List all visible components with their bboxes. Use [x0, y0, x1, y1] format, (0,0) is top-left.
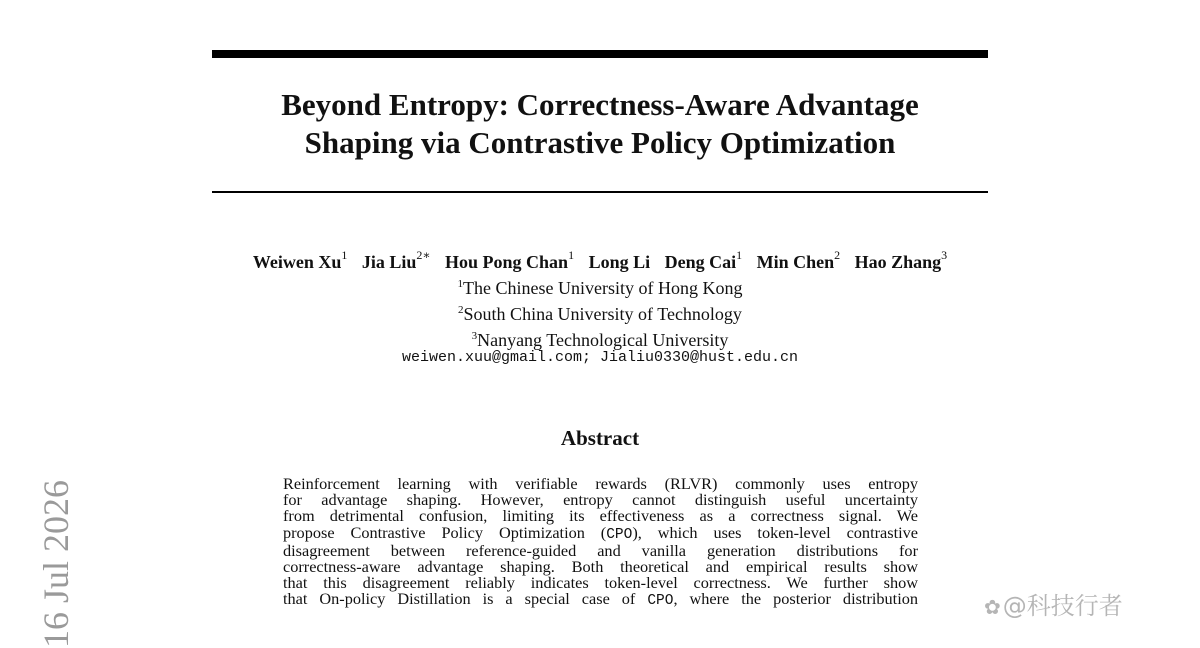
author	[361, 248, 431, 272]
watermark-text: @科技行者	[1002, 592, 1123, 620]
author-affiliation-mark: 3	[941, 248, 948, 262]
affiliation	[212, 298, 988, 326]
abstract-text	[283, 476, 918, 610]
author-list	[212, 244, 988, 275]
title-top-rule	[212, 50, 988, 58]
affiliation-name: South China University of Technology	[463, 304, 742, 324]
abstract-heading: Abstract	[560, 426, 640, 450]
author-name: Hou Pong Chan	[445, 252, 569, 272]
abstract-text-run: that On-policy Distillation is a special case of	[283, 589, 648, 609]
author	[664, 248, 743, 272]
author-affiliation-mark: 2	[834, 248, 841, 262]
abstract-text-run: correctness-aware advantage shaping. Both theoretical and empirical results show	[283, 557, 918, 577]
paper-title	[212, 86, 988, 162]
contact-emails: weiwen.xuu@gmail.com; Jialiu0330@hust.edu.cn	[401, 349, 799, 366]
affiliation-mark: 3	[471, 330, 478, 342]
title-line-2: Shaping via Contrastive Policy Optimization	[304, 125, 896, 160]
author	[445, 248, 575, 272]
abstract-text-run: propose Contrastive Policy Optimization (	[283, 522, 607, 542]
author-name: Weiwen Xu	[252, 252, 342, 272]
abstract-text-run: Reinforcement learning with verifiable rewards (RLVR) commonly uses entropy	[283, 474, 918, 493]
affiliation-name: The Chinese University of Hong Kong	[463, 278, 743, 298]
author	[854, 248, 948, 272]
abstract-text-run: ), which uses token-level contrastive	[632, 522, 918, 542]
affiliation-mark: 2	[458, 304, 464, 316]
abstract-line	[283, 591, 918, 609]
weibo-paw-icon: ✿	[984, 595, 1001, 619]
author-name: Min Chen	[756, 252, 835, 272]
abstract-text-run: disagreement between reference-guided and vanilla generation distributions for	[283, 540, 918, 560]
author-name: Deng Cai	[664, 252, 737, 272]
author-affiliation-mark: 1	[568, 248, 575, 262]
watermark	[984, 590, 1123, 622]
author-name: Jia Liu	[361, 252, 417, 272]
abstract-text-run: that this disagreement reliably indicates token-level correctness. We further show	[283, 573, 918, 593]
title-line-1: Beyond Entropy: Correctness-Aware Advantage	[281, 87, 919, 122]
author	[589, 252, 651, 272]
title-bottom-rule	[212, 191, 988, 193]
method-name-cpo: CPO	[647, 593, 674, 610]
affiliation	[212, 272, 988, 300]
abstract-text-run: , where the posterior distribution	[673, 589, 919, 609]
method-name-cpo: CPO	[606, 526, 633, 543]
abstract-text-run: for advantage shaping. However, entropy cannot distinguish useful uncertainty	[283, 490, 918, 510]
abstract-text-run: from detrimental confusion, limiting its effectiveness as a correctness signal. We	[283, 506, 918, 526]
affiliation-mark: 1	[457, 278, 464, 290]
author-name: Hao Zhang	[854, 252, 942, 272]
author	[756, 248, 841, 272]
author-name: Long Li	[588, 252, 651, 272]
author-affiliation-mark: 2∗	[416, 248, 431, 262]
side-stamp-date: 16 Jul 2026	[36, 479, 76, 648]
arxiv-side-stamp	[36, 470, 76, 648]
author	[252, 248, 348, 272]
affiliation-name: Nanyang Technological University	[477, 330, 729, 350]
author-affiliation-mark: 1	[341, 248, 348, 262]
author-affiliation-mark: 1	[736, 248, 743, 262]
